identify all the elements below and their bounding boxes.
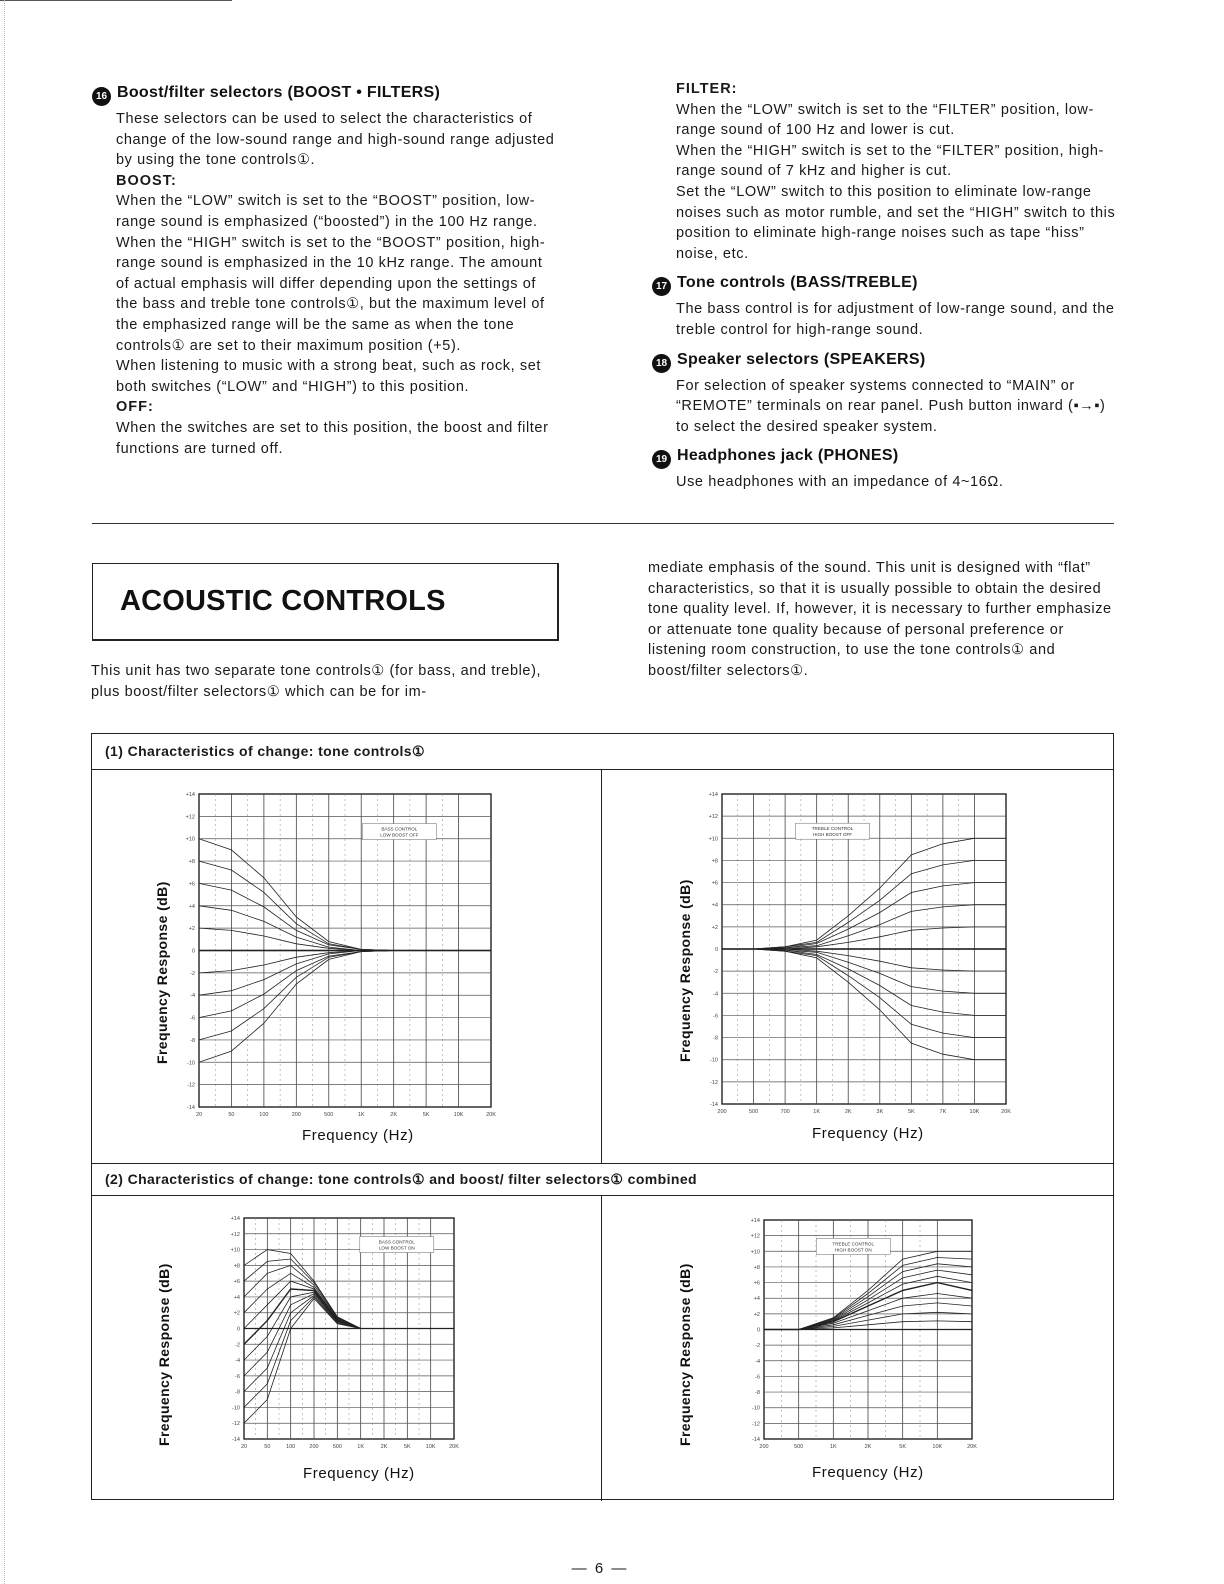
chart-1-y-tick-label: +2 [188, 926, 195, 933]
tone-controls-heading [652, 273, 1118, 296]
chart-4-y-tick-label: -14 [752, 1437, 760, 1443]
section-intro-right: mediate emphasis of the sound. This unit is designed with “flat” characteristics, so that it is usually possible to obtain the desired tone quality level. If, however, it is necessary to further emphasize or attenuate tone quality because of personal preference or listening room construction, to use the tone controls① and boost/filter selectors①. [648, 560, 1112, 679]
chart-4-y-tick-label: -4 [755, 1358, 760, 1365]
chart-4-x-tick-label: 2K [864, 1444, 872, 1450]
headphones-heading-text: Headphones jack (PHONES) [677, 447, 899, 465]
chart-4-y-tick-label: +8 [753, 1264, 760, 1271]
chart-4-x-tick-label: 200 [759, 1444, 769, 1450]
chart-2-x-tick-label: 7K [939, 1109, 947, 1115]
chart-3-y-tick-label: +14 [230, 1216, 240, 1222]
chart-3-y-tick-label: +6 [233, 1279, 240, 1286]
chart-3-x-tick-label: 5K [403, 1444, 411, 1450]
chart-4-y-tick-label: -12 [752, 1421, 760, 1428]
figure-frame [91, 733, 1114, 1500]
chart-3-x-axis-label: Frequency (Hz) [303, 1465, 415, 1482]
page-number: — 6 — [571, 1560, 629, 1577]
section-intro-left: This unit has two separate tone controls① (for bass, and treble), plus boost/filter selectors① which can be for im- [91, 663, 542, 700]
chart-4-x-tick-label: 20K [967, 1444, 977, 1450]
chart-2-x-tick-label: 200 [717, 1109, 727, 1115]
chart-1-y-tick-label: +8 [188, 859, 195, 866]
chart-1-y-tick-label: -8 [190, 1037, 195, 1044]
chart-3-y-tick-label: -4 [235, 1358, 240, 1365]
chart-2-y-tick-label: -10 [710, 1057, 718, 1064]
left-edge-rule [4, 0, 5, 1584]
chart-2-x-tick-label: 2K [844, 1109, 852, 1115]
speaker-selectors-heading-text: Speaker selectors (SPEAKERS) [677, 350, 926, 368]
chart-3-y-tick-label: -12 [232, 1421, 240, 1428]
chart-1-x-tick-label: 50 [228, 1112, 235, 1118]
chart-4-y-tick-label: -6 [755, 1374, 760, 1381]
chart-3-y-tick-label: 0 [236, 1326, 240, 1333]
chart-1-y-tick-label: 0 [191, 948, 195, 955]
chart-3-y-tick-label: -10 [232, 1405, 240, 1412]
circled-number-17: 17 [652, 277, 671, 296]
chart-4-x-tick-label: 10K [932, 1444, 943, 1450]
chart-1-y-tick-label: -12 [187, 1082, 195, 1089]
chart-2-y-tick-label: -4 [713, 991, 718, 998]
chart-1-y-tick-label: -14 [187, 1105, 195, 1111]
chart-1-title-line: LOW BOOST OFF [380, 832, 419, 838]
chart-1-y-tick-label: +10 [185, 836, 195, 843]
chart-4-y-tick-label: +6 [753, 1280, 760, 1287]
circled-number-19: 19 [652, 450, 671, 469]
chart-4-y-tick-label: -2 [755, 1343, 760, 1350]
chart-1-y-tick-label: -6 [190, 1015, 195, 1022]
chart-1-x-tick-label: 20K [486, 1112, 496, 1118]
section-divider [92, 523, 1114, 524]
boost-title: BOOST: [116, 172, 177, 189]
chart-3-x-tick-label: 50 [264, 1444, 271, 1450]
chart-1-x-tick-label: 500 [324, 1112, 334, 1118]
chart-2-x-tick-label: 20K [1001, 1109, 1011, 1115]
chart-2-x-tick-label: 10K [969, 1109, 980, 1115]
chart-2-y-tick-label: -14 [710, 1102, 718, 1108]
chart-3-x-tick-label: 1K [357, 1444, 365, 1450]
chart-3-y-tick-label: +12 [230, 1231, 240, 1238]
chart-3-title-line: BASS CONTROL [378, 1239, 415, 1245]
chart-2-y-tick-label: +2 [711, 924, 718, 931]
chart-1-y-tick-label: +14 [185, 792, 195, 798]
filter-text-1: When the “LOW” switch is set to the “FILTER” position, low-range sound of 100 Hz and lower is cut. [676, 101, 1094, 139]
chart-2-x-tick-label: 3K [876, 1109, 884, 1115]
chart-3-x-tick-label: 20 [240, 1444, 248, 1450]
section-title-box [92, 563, 559, 641]
chart-4-x-axis-label: Frequency (Hz) [812, 1464, 924, 1481]
chart-2-title-line: HIGH BOOST OFF [812, 832, 853, 838]
chart-1-x-tick-label: 200 [291, 1112, 301, 1118]
chart-1-x-tick-label: 10K [453, 1112, 464, 1118]
chart-panel-bass-boost-off [92, 770, 601, 1163]
chart-2-y-tick-label: -12 [710, 1079, 718, 1086]
chart-4-title-line: TREBLE CONTROL [832, 1241, 875, 1247]
chart-1-y-tick-label: -2 [190, 970, 195, 977]
headphones-heading [652, 446, 1118, 469]
chart-2-y-tick-label: +12 [708, 814, 718, 821]
chart-2-y-axis-label: Frequency Response (dB) [677, 879, 693, 1062]
off-text: When the switches are set to this position, the boost and filter functions are turned off. [116, 419, 549, 457]
boost-filter-intro: These selectors can be used to select the characteristics of change of the low-sound range and high-sound range adjusted by using the tone controls①. [116, 111, 555, 169]
figure-caption-2: (2) Characteristics of change: tone controls① and boost/ filter selectors① combined [92, 1163, 1113, 1196]
off-title: OFF: [116, 399, 154, 416]
chart-3-x-tick-label: 200 [309, 1444, 319, 1450]
chart-3-y-axis-label: Frequency Response (dB) [156, 1263, 172, 1446]
speaker-selectors-heading [652, 350, 1118, 373]
chart-2-y-tick-label: +8 [711, 858, 718, 865]
chart-2-y-tick-label: -8 [713, 1035, 718, 1042]
chart-1-y-tick-label: -10 [187, 1060, 195, 1067]
speaker-selectors-text: For selection of speaker systems connected to “MAIN” or “REMOTE” terminals on rear panel. Push button inward (▪→▪) to select the desired speaker system. [676, 377, 1106, 435]
figure-caption-1: (1) Characteristics of change: tone controls① [92, 734, 1113, 770]
chart-panel-bass-boost-on [92, 1196, 601, 1501]
chart-4-x-tick-label: 1K [829, 1444, 837, 1450]
chart-2-x-tick-label: 700 [780, 1109, 790, 1115]
chart-panel-treble-boost-on [602, 1196, 1113, 1501]
chart-1-y-tick-label: +6 [188, 881, 195, 888]
filter-text-2: When the “HIGH” switch is set to the “FILTER” position, high-range sound of 7 kHz and higher is cut. [676, 142, 1104, 180]
circled-number-16: 16 [92, 87, 111, 106]
chart-1-x-tick-label: 2K [390, 1112, 398, 1118]
chart-4-y-axis-label: Frequency Response (dB) [677, 1263, 693, 1446]
chart-4-y-tick-label: -10 [752, 1405, 760, 1412]
top-edge-rule [0, 0, 232, 1]
tone-controls-text: The bass control is for adjustment of low-range sound, and the treble control for high-range sound. [676, 301, 1115, 338]
chart-3-x-tick-label: 2K [380, 1444, 388, 1450]
chart-1-x-tick-label: 100 [259, 1112, 269, 1118]
chart-4-y-tick-label: -8 [755, 1390, 760, 1397]
chart-1-x-axis-label: Frequency (Hz) [302, 1127, 414, 1144]
chart-3-y-tick-label: +4 [233, 1294, 240, 1301]
chart-4-y-tick-label: +2 [753, 1311, 760, 1318]
chart-4-y-tick-label: 0 [756, 1327, 760, 1334]
chart-1-title-line: BASS CONTROL [381, 826, 418, 832]
chart-3-y-tick-label: +8 [233, 1263, 240, 1270]
filter-title: FILTER: [676, 81, 738, 97]
chart-3-x-tick-label: 20K [449, 1444, 459, 1450]
chart-1-x-tick-label: 1K [357, 1112, 365, 1118]
chart-4-x-tick-label: 5K [899, 1444, 907, 1450]
chart-3-y-tick-label: +10 [230, 1247, 240, 1254]
chart-4-y-tick-label: +4 [753, 1296, 760, 1303]
chart-1-x-tick-label: 20 [195, 1112, 203, 1118]
chart-1-y-tick-label: +4 [188, 903, 195, 910]
chart-3-y-tick-label: -2 [235, 1342, 240, 1349]
chart-2-y-tick-label: +10 [708, 836, 718, 843]
chart-3-x-tick-label: 10K [425, 1444, 436, 1450]
headphones-text: Use headphones with an impedance of 4~16Ω. [676, 474, 1004, 491]
chart-3-title-line: LOW BOOST ON [378, 1245, 415, 1251]
chart-2-x-axis-label: Frequency (Hz) [812, 1125, 924, 1142]
chart-3-y-tick-label: +2 [233, 1310, 240, 1317]
chart-4-y-tick-label: +12 [750, 1233, 760, 1240]
chart-1-y-axis-label: Frequency Response (dB) [154, 881, 170, 1064]
chart-3-y-tick-label: -14 [232, 1437, 240, 1443]
chart-4-x-tick-label: 500 [794, 1444, 804, 1450]
filter-text-3: Set the “LOW” switch to this position to eliminate low-range noises such as motor rumble, and set the “HIGH” switch to this position to eliminate high-range noises such as tape “hiss” noise, etc. [676, 183, 1116, 262]
chart-4-y-tick-label: +14 [750, 1218, 760, 1224]
chart-2-y-tick-label: -2 [713, 969, 718, 976]
chart-3-y-tick-label: -6 [235, 1373, 240, 1380]
chart-2-y-tick-label: 0 [714, 947, 718, 953]
right-column [652, 79, 1118, 493]
chart-2-x-tick-label: 500 [748, 1109, 759, 1115]
boost-text-2: When listening to music with a strong beat, such as rock, set both switches (“LOW” and “HIGH”) to this position. [116, 358, 542, 395]
chart-3-series-line [244, 1289, 361, 1344]
circled-number-18: 18 [652, 354, 671, 373]
chart-4-y-tick-label: +10 [750, 1249, 760, 1256]
chart-3-y-tick-label: -8 [235, 1389, 240, 1396]
chart-2-y-tick-label: -6 [713, 1013, 718, 1020]
boost-filter-heading-text: Boost/filter selectors (BOOST • FILTERS) [117, 84, 441, 101]
boost-filter-heading [92, 83, 555, 106]
chart-3-x-tick-label: 500 [332, 1444, 342, 1450]
chart-2-y-tick-label: +4 [711, 902, 718, 909]
chart-2-title-line: TREBLE CONTROL [811, 826, 854, 832]
chart-2-y-tick-label: +6 [711, 880, 718, 887]
chart-1-y-tick-label: -4 [190, 993, 195, 1000]
chart-1-y-tick-label: +12 [185, 814, 195, 821]
chart-4-title-line: HIGH BOOST ON [834, 1247, 872, 1253]
tone-controls-heading-text: Tone controls (BASS/TREBLE) [677, 274, 918, 292]
chart-panel-treble-boost-off [602, 770, 1113, 1163]
chart-2-x-tick-label: 5K [907, 1109, 915, 1115]
left-column [92, 83, 555, 459]
chart-2-x-tick-label: 1K [813, 1109, 821, 1115]
section-title: ACOUSTIC CONTROLS [120, 585, 446, 617]
chart-3-x-tick-label: 100 [286, 1444, 296, 1450]
chart-2-y-tick-label: +14 [708, 792, 718, 798]
boost-text: When the “LOW” switch is set to the “BOOST” position, low-range sound is emphasized (“boosted”) in the 100 Hz range. When the “HIGH” switch is set to the “BOOST” position, high-range sound is emphasized in the 10 kHz range. The amount of actual emphasis will differ depending upon the settings of the bass and treble tone controls①, but the maximum level of the emphasized range will be the same as when the tone controls① are set to their maximum position (+5). [116, 193, 546, 354]
chart-1-x-tick-label: 5K [422, 1112, 430, 1118]
